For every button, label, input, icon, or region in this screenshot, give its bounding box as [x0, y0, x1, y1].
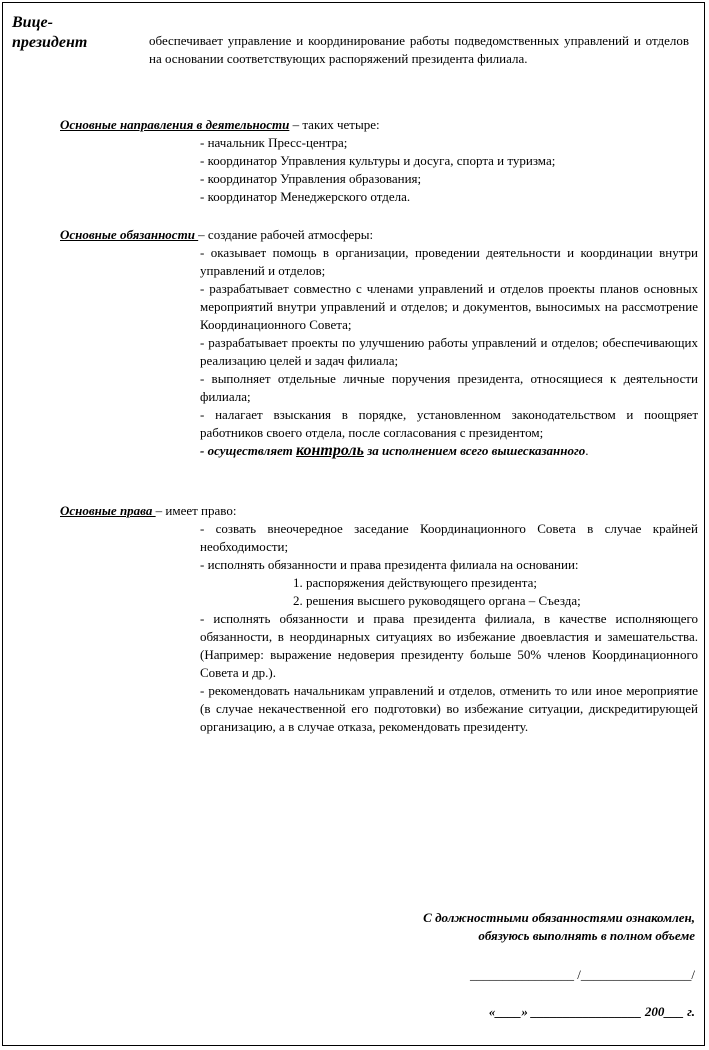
sub-list-item: 2. решения высшего руководящего органа – Съезда;: [293, 593, 581, 608]
document-page: [2, 2, 705, 1046]
position-title: [12, 13, 152, 53]
acknowledgement-line-1: С должностными обязанностями ознакомлен,: [423, 910, 695, 925]
sub-list-item: 1. распоряжения действующего президента;: [293, 575, 537, 590]
rights-list: [200, 520, 698, 574]
rights-heading-title: Основные права: [60, 503, 156, 518]
duties-heading: [60, 226, 698, 244]
list-item-control: [200, 442, 698, 460]
list-item: - начальник Пресс-центра;: [200, 135, 348, 150]
list-item: - рекомендовать начальникам управлений и отделов, отменить то или иное мероприятие (в случае некачественной его подготовки) во избежание ситуации, дискредитирующей организацию, а в случае отказа, рекомендовать президенту.: [200, 683, 698, 734]
list-item: - выполняет отдельные личные поручения президента, относящиеся к деятельности филиала;: [200, 371, 698, 404]
duties-list: [200, 244, 698, 460]
intro-text: обеспечивает управление и координирование работы подведомственных управлений и отделов на основании соответствующих распоряжений президента филиала.: [149, 33, 689, 66]
title-line-2: президент: [12, 34, 88, 51]
list-item: - оказывает помощь в организации, проведении деятельности и координации внутри управлений и отделов;: [200, 245, 698, 278]
acknowledgement: [295, 909, 695, 945]
control-end: .: [585, 443, 589, 458]
list-item: - координатор Менеджерского отдела.: [200, 189, 411, 204]
list-item: - исполнять обязанности и права президента филиала на основании:: [200, 557, 579, 572]
list-item: - исполнять обязанности и права президента филиала, в качестве исполняющего обязанности, в неординарных ситуациях во избежание двоевластия и замешательства. (Например: выражение недоверия президенту больше 50% членов Координационного Совета и др.).: [200, 611, 698, 680]
control-post: за исполнением всего вышесказанного: [363, 443, 586, 458]
duties-heading-title: Основные обязанности: [60, 227, 199, 242]
duties-heading-suffix: – создание рабочей атмосферы:: [198, 227, 374, 242]
rights-heading: [60, 502, 698, 520]
title-line-1: Вице-: [12, 14, 53, 31]
rights-section: [60, 502, 698, 736]
date-line: «____» _________________ 200___ г.: [488, 1004, 695, 1019]
rights-heading-suffix: – имеет право:: [155, 503, 237, 518]
list-item: - координатор Управления образования;: [200, 171, 422, 186]
acknowledgement-line-2: обязуюсь выполнять в полном объеме: [478, 928, 695, 943]
control-pre: - осуществляет: [200, 443, 296, 458]
directions-heading: [60, 116, 698, 134]
directions-section: [60, 116, 698, 206]
signature-line: ________________ /_________________/: [470, 967, 695, 982]
list-item: - созвать внеочередное заседание Координационного Совета в случае крайней необходимости;: [200, 521, 698, 554]
directions-heading-title: Основные направления в деятельности: [60, 117, 290, 132]
directions-heading-suffix: – таких четыре:: [289, 117, 380, 132]
rights-list-continued: [200, 610, 698, 736]
rights-sub-list: [293, 574, 698, 610]
list-item: - налагает взыскания в порядке, установленном законодательством и поощряет работников своего отдела, после согласования с президентом;: [200, 407, 698, 440]
directions-list: [200, 134, 698, 206]
list-item: - разрабатывает проекты по улучшению работы управлений и отделов; обеспечивающих реализацию целей и задач филиала;: [200, 335, 698, 368]
list-item: - координатор Управления культуры и досуга, спорта и туризма;: [200, 153, 556, 168]
control-word: контроль: [295, 442, 364, 459]
list-item: - разрабатывает совместно с членами управлений и отделов проекты планов основных мероприятий внутри управлений и отделов; и документов, выносимых на рассмотрение Координационного Совета;: [200, 281, 698, 332]
duties-section: [60, 226, 698, 460]
